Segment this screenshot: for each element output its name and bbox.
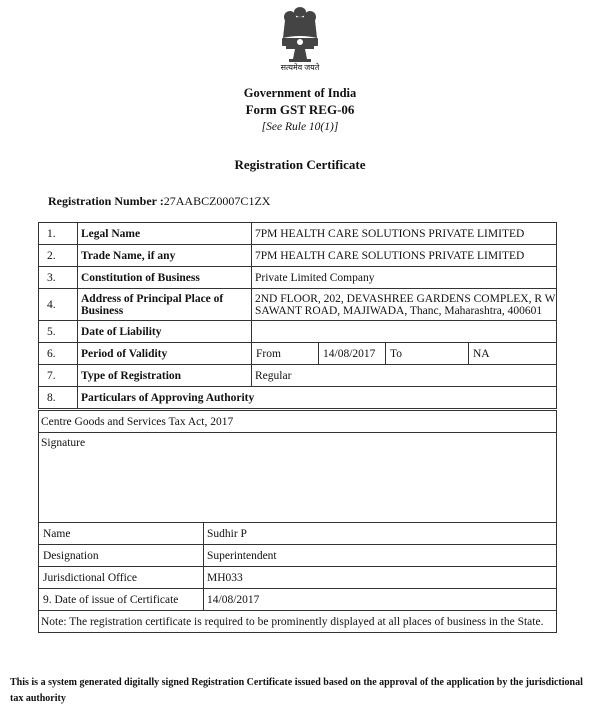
table-row <box>39 545 557 567</box>
table-row <box>39 365 557 387</box>
constitution-value: Private Limited Company <box>252 267 557 289</box>
row-label: Legal Name <box>78 223 252 245</box>
row-label: Date of Liability <box>78 321 252 343</box>
display-note: Note: The registration certificate is required to be prominently displayed at all places of business in the State. <box>39 611 557 633</box>
table-row <box>39 223 557 245</box>
table-row <box>39 245 557 267</box>
designation-value: Superintendent <box>204 545 557 567</box>
table-row <box>39 267 557 289</box>
registration-type-value: Regular <box>252 365 557 387</box>
government-heading: Government of India <box>243 86 357 100</box>
row-number: 2. <box>39 245 78 267</box>
row-label: Trade Name, if any <box>78 245 252 267</box>
certificate-details-table <box>38 222 557 409</box>
approving-authority-table <box>38 410 557 633</box>
row-label: Constitution of Business <box>78 267 252 289</box>
table-row <box>39 433 557 523</box>
officer-name-value: Sudhir P <box>204 523 557 545</box>
row-number: 5. <box>39 321 78 343</box>
registration-number-label: Registration Number : <box>48 194 164 208</box>
act-name: Centre Goods and Services Tax Act, 2017 <box>39 411 557 433</box>
row-label: Period of Validity <box>78 343 252 365</box>
table-row <box>39 387 557 409</box>
liability-date-value <box>252 321 557 343</box>
registration-number-value: 27AABCZ0007C1ZX <box>163 194 271 208</box>
validity-to-value: NA <box>469 343 557 365</box>
row-number: 8. <box>39 387 78 409</box>
table-row <box>39 411 557 433</box>
row-label: Name <box>39 523 204 545</box>
table-row <box>39 523 557 545</box>
digital-signature-footer: This is a system generated digitally signed Registration Certificate issued based on the approval of the application by the jurisdictional tax authority <box>10 677 583 704</box>
certificate-title: Registration Certificate <box>234 157 366 172</box>
form-heading: Form GST REG-06 <box>245 102 355 117</box>
validity-from-label: From <box>252 343 319 365</box>
ashoka-emblem-icon <box>273 4 327 68</box>
table-row <box>39 321 557 343</box>
row-number: 4. <box>39 289 78 321</box>
table-row <box>39 289 557 321</box>
registration-number <box>48 194 270 209</box>
signature-label: Signature <box>41 437 86 449</box>
legal-name-value: 7PM HEALTH CARE SOLUTIONS PRIVATE LIMITED <box>252 223 557 245</box>
jurisdictional-office-value: MH033 <box>204 567 557 589</box>
row-label: 9. Date of issue of Certificate <box>39 589 204 611</box>
row-label: Jurisdictional Office <box>39 567 204 589</box>
row-number: 3. <box>39 267 78 289</box>
validity-from-value: 14/08/2017 <box>319 343 386 365</box>
table-row <box>39 611 557 633</box>
trade-name-value: 7PM HEALTH CARE SOLUTIONS PRIVATE LIMITED <box>252 245 557 267</box>
row-label: Type of Registration <box>78 365 252 387</box>
table-row <box>39 343 557 365</box>
signature-box <box>39 433 557 523</box>
issue-date-value: 14/08/2017 <box>204 589 557 611</box>
address-value: 2ND FLOOR, 202, DEVASHREE GARDENS COMPLEX, R W SAWANT ROAD, MAJIWADA, Thanc, Maharashtra, 400601 <box>252 289 557 321</box>
table-row <box>39 567 557 589</box>
validity-to-label: To <box>386 343 469 365</box>
row-label: Designation <box>39 545 204 567</box>
row-label: Particulars of Approving Authority <box>78 387 557 409</box>
row-number: 7. <box>39 365 78 387</box>
table-row <box>39 589 557 611</box>
emblem-motto: सत्यमेव जयते <box>280 63 320 72</box>
rule-reference: [See Rule 10(1)] <box>261 121 339 133</box>
row-number: 6. <box>39 343 78 365</box>
row-number: 1. <box>39 223 78 245</box>
row-label: Address of Principal Place of Business <box>78 289 252 321</box>
